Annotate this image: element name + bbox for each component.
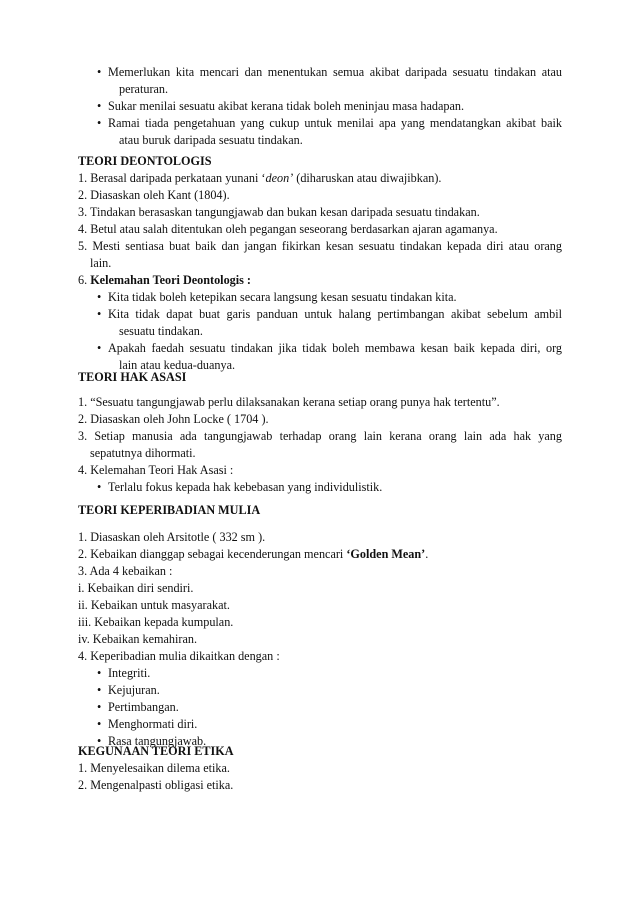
numbered-item: 2. Diasaskan oleh John Locke ( 1704 ).	[78, 412, 269, 426]
subheading: Kelemahan Teori Deontologis :	[90, 273, 251, 287]
numbered-item: 6. Kelemahan Teori Deontologis :	[78, 273, 251, 287]
section-hak-asasi	[78, 369, 562, 386]
numbered-item: 1. Berasal daripada perkataan yunani ‘deon’ (diharuskan atau diwajibkan).	[78, 171, 442, 185]
list-item-continuation: sesuatu tindakan.	[119, 324, 203, 338]
list-item: • Rasa tangungjawab.	[97, 734, 207, 748]
numbered-item: 2. Kebaikan dianggap sebagai kecenderungan mencari ‘Golden Mean’.	[78, 547, 429, 561]
section-hak-asasi-body	[78, 394, 562, 496]
numbered-item: 2. Diasaskan oleh Kant (1804).	[78, 188, 230, 202]
bullet-icon: •	[97, 717, 102, 731]
list-item: • Kejujuran.	[97, 683, 160, 697]
list-item: • Menghormati diri.	[97, 717, 198, 731]
bullet-icon: •	[97, 65, 102, 79]
section-heading: KEGUNAAN TEORI ETIKA	[78, 744, 234, 758]
term-deon: deon’	[265, 171, 294, 185]
section-keperibadian-body	[78, 529, 562, 750]
bullet-icon: •	[97, 290, 102, 304]
numbered-item: 4. Kelemahan Teori Hak Asasi :	[78, 463, 234, 477]
list-item: • Sukar menilai sesuatu akibat kerana tidak boleh meninjau masa hadapan.	[97, 99, 465, 113]
list-item: • Apakah faedah sesuatu tindakan jika tidak boleh membawa kesan baik kepada diri, org	[97, 341, 562, 355]
numbered-item: 1. “Sesuatu tangungjawab perlu dilaksanakan kerana setiap orang punya hak tertentu”.	[78, 395, 500, 409]
bullet-icon: •	[97, 683, 102, 697]
section-heading: TEORI KEPERIBADIAN MULIA	[78, 503, 261, 517]
intro-bullet-list	[78, 64, 562, 149]
section-keperibadian	[78, 502, 562, 519]
bullet-icon: •	[97, 116, 102, 130]
list-item: • Kita tidak boleh ketepikan secara langsung kesan sesuatu tindakan kita.	[97, 290, 457, 304]
bullet-icon: •	[97, 700, 102, 714]
list-item-continuation: peraturan.	[119, 82, 169, 96]
bullet-icon: •	[97, 734, 102, 748]
numbered-item: 4. Betul atau salah ditentukan oleh pegangan seseorang berdasarkan ajaran agamanya.	[78, 222, 498, 236]
list-item: • Integriti.	[97, 666, 151, 680]
list-item-continuation: atau buruk daripada sesuatu tindakan.	[119, 133, 303, 147]
bullet-icon: •	[97, 666, 102, 680]
bullet-icon: •	[97, 99, 102, 113]
section-heading: TEORI HAK ASASI	[78, 370, 187, 384]
list-item: • Terlalu fokus kepada hak kebebasan yang individulistik.	[97, 480, 383, 494]
list-item: • Pertimbangan.	[97, 700, 179, 714]
section-kegunaan	[78, 743, 562, 794]
section-heading: TEORI DEONTOLOGIS	[78, 154, 212, 168]
bullet-icon: •	[97, 480, 102, 494]
list-item: • Memerlukan kita mencari dan menentukan semua akibat daripada sesuatu tindakan atau	[97, 65, 562, 79]
roman-item: iii. Kebaikan kepada kumpulan.	[78, 615, 234, 629]
numbered-item: 3. Ada 4 kebaikan :	[78, 564, 173, 578]
numbered-item: 1. Menyelesaikan dilema etika.	[78, 761, 230, 775]
roman-item: i. Kebaikan diri sendiri.	[78, 581, 194, 595]
list-item: • Ramai tiada pengetahuan yang cukup untuk menilai apa yang mendatangkan akibat baik	[97, 116, 562, 130]
roman-item: ii. Kebaikan untuk masyarakat.	[78, 598, 230, 612]
roman-item: iv. Kebaikan kemahiran.	[78, 632, 198, 646]
section-deontologi	[78, 153, 562, 374]
numbered-item: 2. Mengenalpasti obligasi etika.	[78, 778, 234, 792]
numbered-item: 3. Tindakan berasaskan tangungjawab dan bukan kesan daripada sesuatu tindakan.	[78, 205, 480, 219]
numbered-item: 4. Keperibadian mulia dikaitkan dengan :	[78, 649, 280, 663]
term-golden-mean: ‘Golden Mean’	[346, 547, 426, 561]
list-item: • Kita tidak dapat buat garis panduan untuk halang pertimbangan akibat sebelum ambil	[97, 307, 562, 321]
numbered-item-continuation: lain.	[90, 256, 112, 270]
numbered-item: 5. Mesti sentiasa buat baik dan jangan fikirkan kesan sesuatu tindakan kepada diri atau orang	[78, 239, 562, 253]
numbered-item: 1. Diasaskan oleh Arsitotle ( 332 sm ).	[78, 530, 266, 544]
list-item-continuation: lain atau kedua-duanya.	[119, 358, 236, 372]
numbered-item-continuation: sepatutnya dihormati.	[90, 446, 196, 460]
bullet-icon: •	[97, 341, 102, 355]
numbered-item: 3. Setiap manusia ada tangungjawab terhadap orang lain kerana orang lain ada hak yang	[78, 429, 562, 443]
bullet-icon: •	[97, 307, 102, 321]
